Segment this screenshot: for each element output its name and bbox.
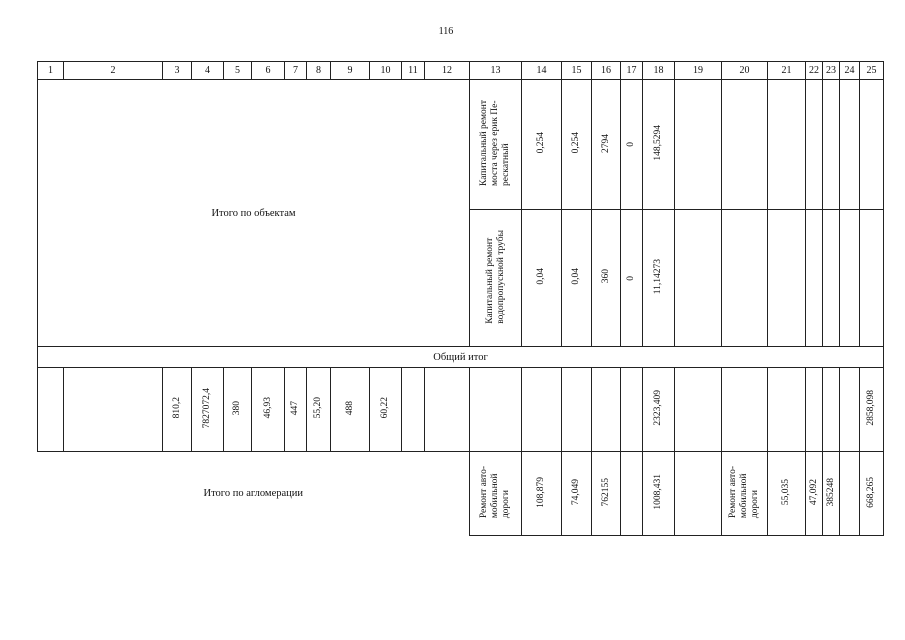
col-header-17: 17 <box>621 62 643 80</box>
col-header-6: 6 <box>252 62 285 80</box>
total-c25: 2858,098 <box>866 390 877 426</box>
col-header-15: 15 <box>562 62 592 80</box>
agglomeration-c16: 762155 <box>600 477 611 507</box>
page-number: 116 <box>438 26 454 37</box>
object-name-cell <box>470 80 522 210</box>
col-header-22: 22 <box>806 62 823 80</box>
agglomeration-label: Итого по агломерации <box>38 452 470 536</box>
col-header-11: 11 <box>402 62 425 80</box>
objects-total-label: Итого по объектам <box>38 80 470 347</box>
col-header-19: 19 <box>675 62 722 80</box>
col-header-16: 16 <box>592 62 621 80</box>
total-c5: 380 <box>232 400 243 416</box>
agglomeration-c14: 108,879 <box>536 476 547 508</box>
object-c18: 148,5294 <box>653 125 664 161</box>
col-header-4: 4 <box>192 62 224 80</box>
agglomeration-c13: Ремонт авто- мобильной дороги <box>479 465 511 519</box>
total-c18: 2323,409 <box>653 390 664 426</box>
object-c15: 0,04 <box>571 268 582 285</box>
col-header-9: 9 <box>331 62 370 80</box>
col-header-10: 10 <box>370 62 402 80</box>
col-header-8: 8 <box>307 62 331 80</box>
agglomeration-c22: 47,092 <box>808 478 819 506</box>
object-c15: 0,254 <box>571 132 582 154</box>
col-header-7: 7 <box>285 62 307 80</box>
header-row <box>38 62 884 80</box>
agglomeration-c18: 1008,431 <box>653 474 664 510</box>
col-header-20: 20 <box>722 62 768 80</box>
total-c3: 810,2 <box>171 397 182 419</box>
object-c17: 0 <box>626 275 637 281</box>
object-name-cell <box>470 210 522 347</box>
total-c4: 7827072,4 <box>202 387 213 429</box>
total-c8: 55,20 <box>313 397 324 419</box>
col-header-2: 2 <box>64 62 163 80</box>
object-name: Капитальный ремонт моста через ерик Пе- рескатный <box>479 99 511 186</box>
col-header-12: 12 <box>425 62 470 80</box>
object-c14: 0,254 <box>536 132 547 154</box>
col-header-24: 24 <box>840 62 860 80</box>
col-header-25: 25 <box>860 62 884 80</box>
col-header-13: 13 <box>470 62 522 80</box>
col-header-14: 14 <box>522 62 562 80</box>
col-header-3: 3 <box>163 62 192 80</box>
col-header-18: 18 <box>643 62 675 80</box>
total-c7: 447 <box>290 400 301 416</box>
grand-total-label: Общий итог <box>38 347 884 368</box>
grand-total-label-row <box>38 347 884 368</box>
agglomeration-c20: Ремонт авто- мобильной дороги <box>728 465 760 519</box>
agglomeration-c21: 55,035 <box>781 478 792 506</box>
object-row <box>38 80 884 210</box>
object-c17: 0 <box>626 142 637 147</box>
object-c16: 360 <box>600 269 611 284</box>
total-c10: 60,22 <box>380 397 391 419</box>
agglomeration-c15: 74,049 <box>571 478 582 506</box>
object-c18: 11,14273 <box>653 258 664 295</box>
object-c14: 0,04 <box>536 268 547 285</box>
col-header-1: 1 <box>38 62 64 80</box>
agglomeration-c23: 385248 <box>825 477 836 507</box>
object-name: Капитальный ремонт водопропускной трубы <box>484 229 506 324</box>
object-c16: 2794 <box>600 133 611 153</box>
total-c9: 488 <box>344 400 355 416</box>
col-header-23: 23 <box>823 62 840 80</box>
agglomeration-c25: 668,265 <box>866 476 877 508</box>
grand-total-row <box>38 368 884 452</box>
data-table <box>37 61 884 536</box>
total-c6: 46,93 <box>262 397 273 419</box>
col-header-21: 21 <box>768 62 806 80</box>
col-header-5: 5 <box>224 62 252 80</box>
agglomeration-row <box>38 452 884 536</box>
